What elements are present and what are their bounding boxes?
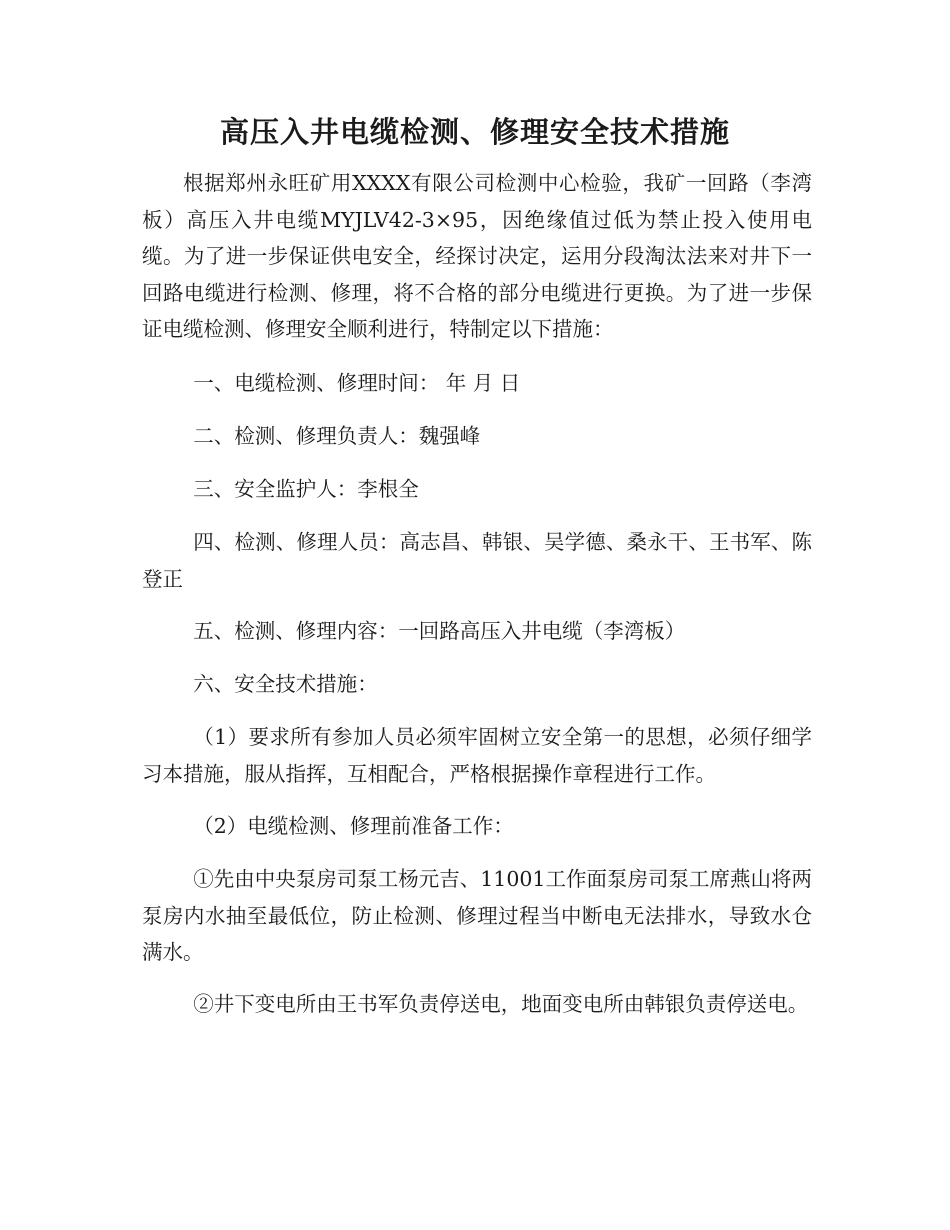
intro-paragraph: 根据郑州永旺矿用XXXX有限公司检测中心检验，我矿一回路（李湾板）高压入井电缆MYJLV42-3×95，因绝缘值过低为禁止投入使用电缆。为了进一步保证供电安全，经探讨决定，运用分段淘汰法来对井下一回路电缆进行检测、修理，将不合格的部分电缆进行更换。为了进一步保证电缆检测、修理安全顺利进行，特制定以下措施： [142,171,812,341]
item-safety-guardian: 三、安全监护人：李根全 [193,477,419,501]
item-measure-2-step-1: ①先由中央泵房司泵工杨元吉、11001工作面泵房司泵工席燕山将两泵房内水抽至最低位，防止检测、修理过程当中断电无法排水，导致水仓满水。 [142,867,812,964]
item-content: 五、检测、修理内容：一回路高压入井电缆（李湾板） [193,619,686,643]
item-measure-1: （1）要求所有参加人员必须牢固树立安全第一的思想，必须仔细学习本措施，服从指挥，互相配合，严格根据操作章程进行工作。 [142,725,812,786]
item-measures-heading: 六、安全技术措施： [193,672,378,696]
item-measure-2-step-2: ②井下变电所由王书军负责停送电，地面变电所由韩银负责停送电。 [193,992,809,1016]
item-leader: 二、检测、修理负责人：魏强峰 [193,424,481,448]
item-measure-2: （2）电缆检测、修理前准备工作： [193,814,514,838]
item-time: 一、电缆检测、修理时间： 年 月 日 [193,371,521,395]
item-personnel: 四、检测、修理人员：高志昌、韩银、吴学德、桑永干、王书军、陈登正 [142,530,812,591]
document-title: 高压入井电缆检测、修理安全技术措施 [219,115,730,149]
